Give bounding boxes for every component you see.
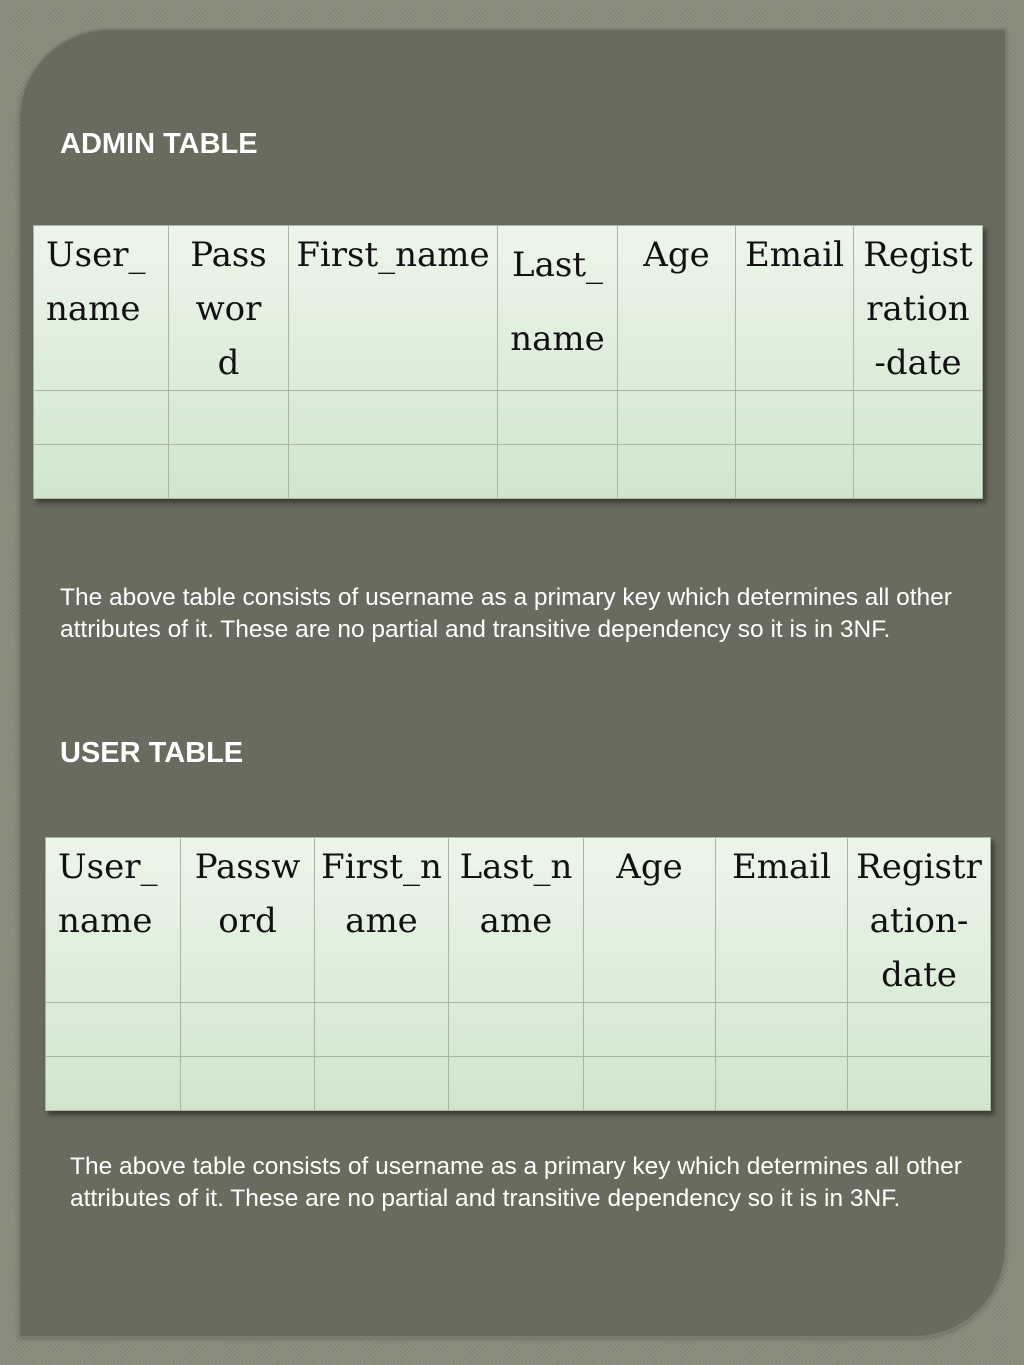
user-table-cell [584, 1057, 716, 1111]
admin-table-cell [289, 391, 498, 445]
admin-table-title: ADMIN TABLE [60, 128, 258, 160]
user-table-cell [181, 1057, 315, 1111]
user-table-cell [46, 1003, 181, 1057]
admin-table-header-row [34, 226, 983, 391]
user-col-age: Age [584, 838, 716, 1003]
user-table-cell [181, 1003, 315, 1057]
user-table-description: The above table consists of username as a primary key which determines all other attributes of it. These are no partial and transitive dependency so it is in 3NF. [70, 1153, 962, 1212]
user-table-cell [716, 1057, 848, 1111]
user-table-cell [449, 1057, 584, 1111]
admin-table-cell [34, 391, 169, 445]
user-table-cell [848, 1003, 991, 1057]
admin-table-cell [34, 445, 169, 499]
admin-col-registration-date: Regist ration -date [854, 226, 983, 391]
admin-col-email: Email [736, 226, 854, 391]
user-table-row [46, 1003, 991, 1057]
user-col-user-name: User_ name [46, 838, 181, 1003]
user-col-email: Email [716, 838, 848, 1003]
admin-table [33, 225, 983, 499]
admin-col-first-name: First_name [289, 226, 498, 391]
admin-table-row [34, 445, 983, 499]
user-table-cell [584, 1003, 716, 1057]
admin-table-cell [854, 391, 983, 445]
user-table-title: USER TABLE [60, 737, 244, 769]
user-table-cell [449, 1003, 584, 1057]
admin-table-cell [289, 445, 498, 499]
admin-table-cell [736, 445, 854, 499]
user-col-last-name: Last_n ame [449, 838, 584, 1003]
admin-table-cell [618, 445, 736, 499]
admin-table-description: The above table consists of username as a primary key which determines all other attributes of it. These are no partial and transitive dependency so it is in 3NF. [60, 584, 952, 643]
admin-col-password: Pass wor d [169, 226, 289, 391]
user-table [45, 837, 991, 1111]
user-table-header-row [46, 838, 991, 1003]
admin-table-cell [169, 391, 289, 445]
admin-table-cell [736, 391, 854, 445]
user-col-password: Passw ord [181, 838, 315, 1003]
admin-table-cell [854, 445, 983, 499]
user-col-registration-date: Registr ation- date [848, 838, 991, 1003]
admin-table-cell [618, 391, 736, 445]
admin-table-row [34, 391, 983, 445]
user-table-cell [716, 1003, 848, 1057]
admin-table-cell [498, 445, 618, 499]
user-table-cell [848, 1057, 991, 1111]
admin-col-age: Age [618, 226, 736, 391]
admin-table-cell [169, 445, 289, 499]
user-col-first-name: First_n ame [315, 838, 449, 1003]
user-table-cell [315, 1003, 449, 1057]
admin-col-last-name: Last_ name [498, 226, 618, 391]
admin-col-user-name: User_ name [34, 226, 169, 391]
user-table-row [46, 1057, 991, 1111]
admin-table-cell [498, 391, 618, 445]
user-table-cell [315, 1057, 449, 1111]
user-table-cell [46, 1057, 181, 1111]
